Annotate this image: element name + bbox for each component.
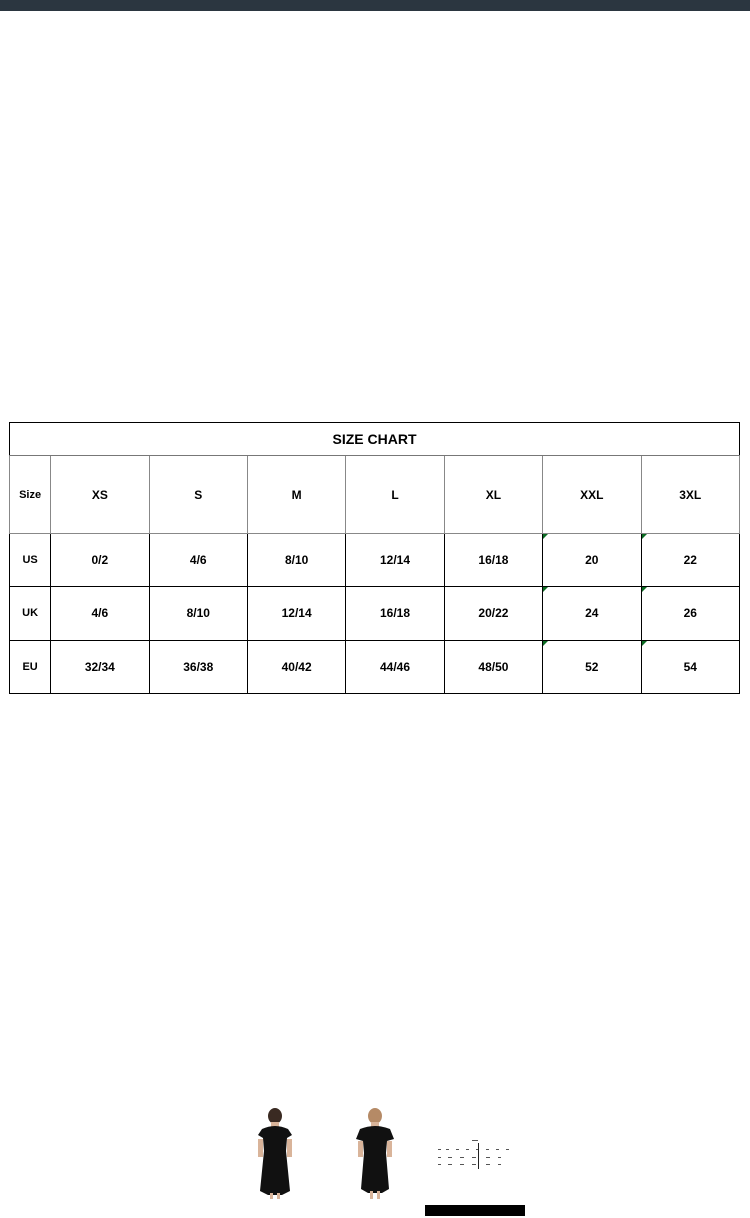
table-cell: 4/6 bbox=[149, 533, 247, 586]
table-row-uk bbox=[10, 587, 740, 640]
table-cell: 24 bbox=[543, 587, 641, 640]
column-header: 3XL bbox=[641, 456, 740, 534]
row-label: US bbox=[10, 533, 51, 586]
table-cell: 48/50 bbox=[444, 640, 542, 693]
thumbnail-dress-back[interactable] bbox=[340, 1105, 410, 1201]
column-header: XS bbox=[51, 456, 149, 534]
column-header: XL bbox=[444, 456, 542, 534]
column-header: L bbox=[346, 456, 444, 534]
table-cell: 20/22 bbox=[444, 587, 542, 640]
table-cell: 36/38 bbox=[149, 640, 247, 693]
table-cell: 8/10 bbox=[247, 533, 345, 586]
size-chart-table bbox=[9, 422, 740, 694]
table-cell: 16/18 bbox=[346, 587, 444, 640]
table-cell: 54 bbox=[641, 640, 740, 693]
column-header: XXL bbox=[543, 456, 641, 534]
column-header: Size bbox=[10, 456, 51, 534]
table-cell: 44/46 bbox=[346, 640, 444, 693]
table-cell: 8/10 bbox=[149, 587, 247, 640]
size-chart-title: SIZE CHART bbox=[10, 423, 740, 456]
table-cell: 22 bbox=[641, 533, 740, 586]
row-label: UK bbox=[10, 587, 51, 640]
table-cell: 20 bbox=[543, 533, 641, 586]
table-row-us bbox=[10, 533, 740, 586]
size-chart-thumbnail-icon bbox=[430, 1105, 520, 1201]
thumbnail-size-chart[interactable] bbox=[430, 1105, 500, 1201]
image-thumbnail-strip bbox=[240, 1105, 540, 1218]
top-bar bbox=[0, 0, 750, 11]
row-label: EU bbox=[10, 640, 51, 693]
table-cell: 40/42 bbox=[247, 640, 345, 693]
table-header-row bbox=[10, 456, 740, 534]
table-cell: 12/14 bbox=[346, 533, 444, 586]
table-cell: 32/34 bbox=[51, 640, 149, 693]
table-row-eu bbox=[10, 640, 740, 693]
table-cell: 16/18 bbox=[444, 533, 542, 586]
column-header: M bbox=[247, 456, 345, 534]
dress-back-photo-icon bbox=[340, 1105, 410, 1201]
table-cell: 52 bbox=[543, 640, 641, 693]
dress-front-photo-icon bbox=[240, 1105, 310, 1201]
table-cell: 4/6 bbox=[51, 587, 149, 640]
table-cell: 12/14 bbox=[247, 587, 345, 640]
thumbnail-dress-front[interactable] bbox=[240, 1105, 310, 1201]
table-cell: 0/2 bbox=[51, 533, 149, 586]
active-thumbnail-indicator bbox=[425, 1205, 525, 1216]
table-cell: 26 bbox=[641, 587, 740, 640]
column-header: S bbox=[149, 456, 247, 534]
